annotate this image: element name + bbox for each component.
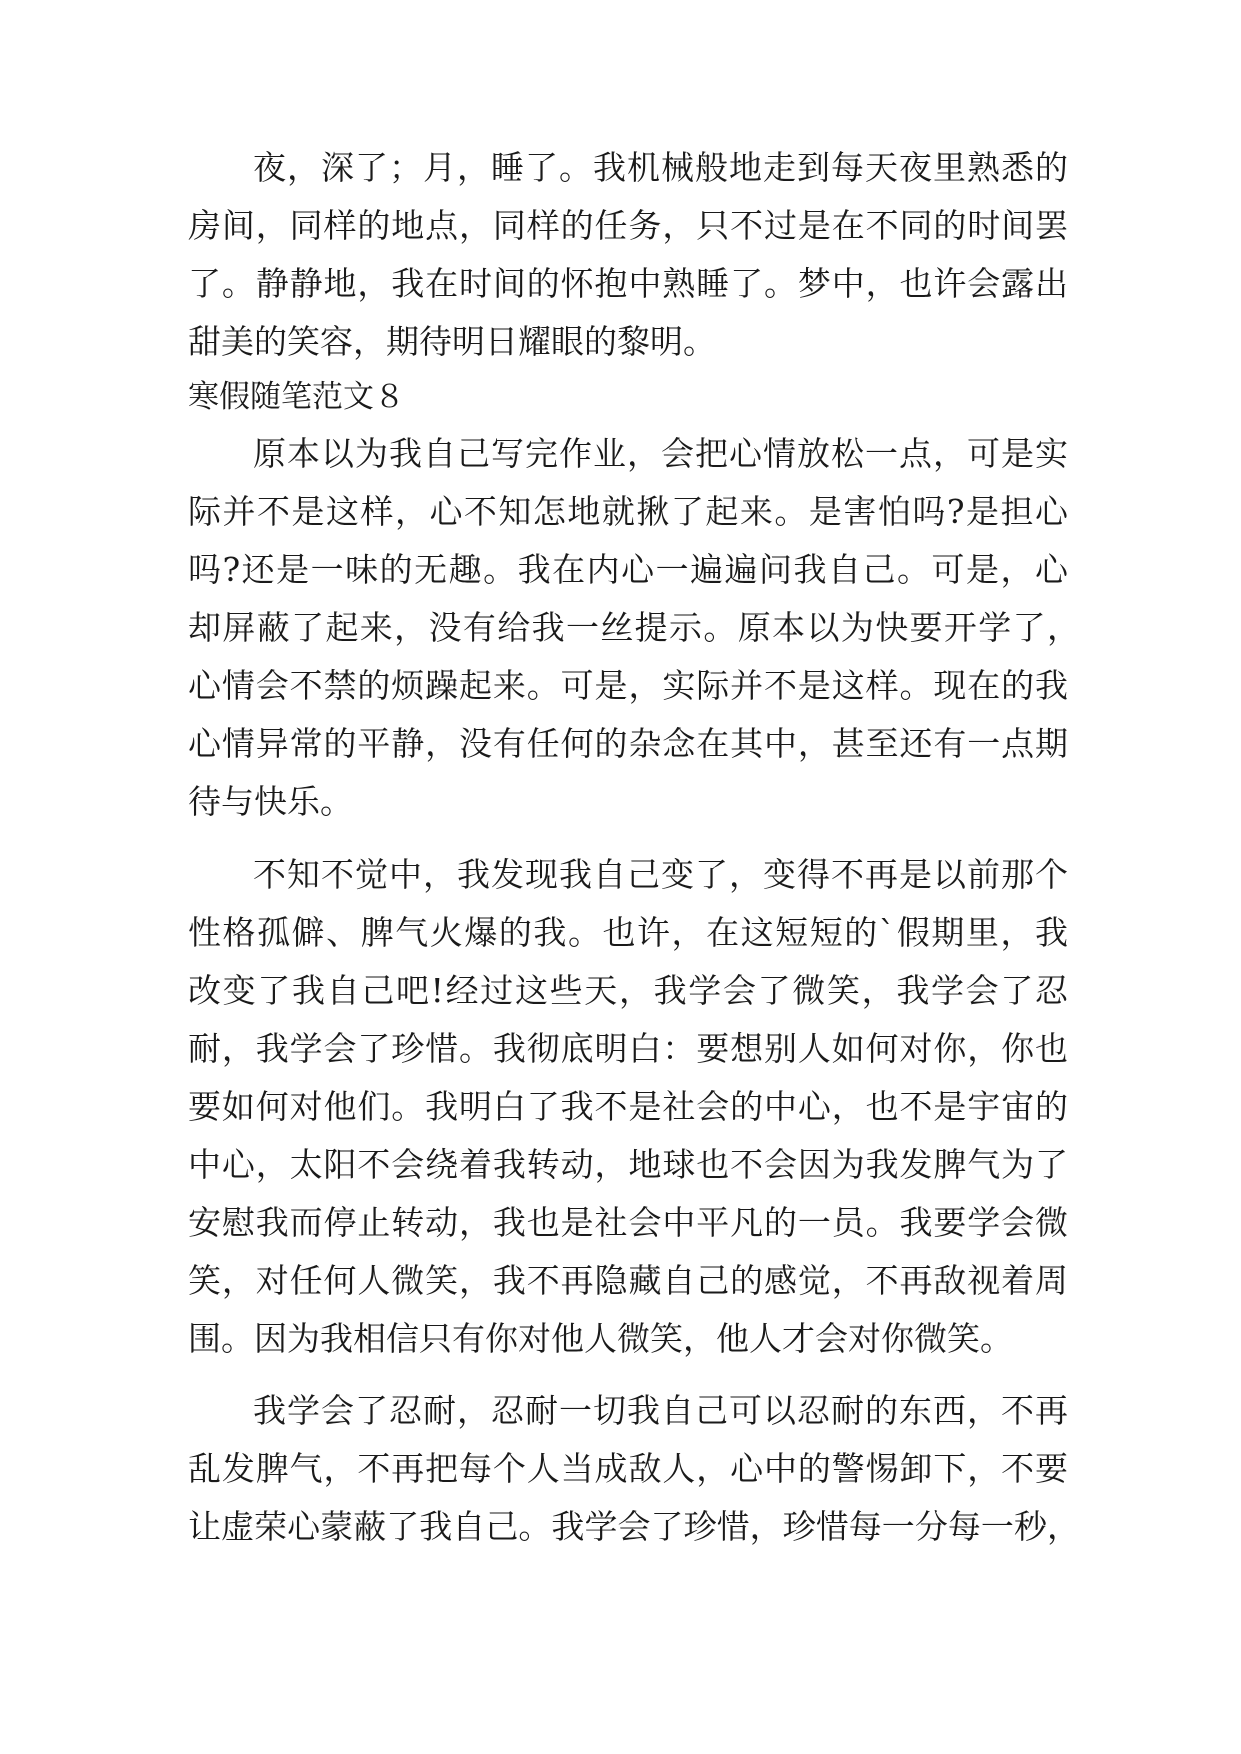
paragraph-3-line-1: 不知不觉中，我发现我自己变了，变得不再是以前那个 <box>253 855 1068 894</box>
paragraph-1-line-1: 夜，深了；月，睡了。我机械般地走到每天夜里熟悉的 <box>253 148 1068 187</box>
paragraph-2-line-6: 心情异常的平静，没有任何的杂念在其中，甚至还有一点期 <box>188 724 1068 763</box>
paragraph-3-line-7: 安慰我而停止转动，我也是社会中平凡的一员。我要学会微 <box>188 1203 1068 1242</box>
paragraph-3-line-2: 性格孤僻、脾气火爆的我。也许，在这短短的`假期里，我 <box>188 913 1068 952</box>
section-heading: 寒假随笔范文８ <box>188 379 405 415</box>
paragraph-4-line-1: 我学会了忍耐，忍耐一切我自己可以忍耐的东西，不再 <box>253 1391 1068 1430</box>
paragraph-3-line-3: 改变了我自己吧!经过这些天，我学会了微笑，我学会了忍 <box>188 971 1068 1010</box>
paragraph-1-line-3: 了。静静地，我在时间的怀抱中熟睡了。梦中，也许会露出 <box>188 264 1068 303</box>
paragraph-1-line-2: 房间，同样的地点，同样的任务，只不过是在不同的时间罢 <box>188 206 1068 245</box>
paragraph-1-line-4: 甜美的笑容，期待明日耀眼的黎明。 <box>188 322 716 361</box>
paragraph-3-line-4: 耐，我学会了珍惜。我彻底明白：要想别人如何对你，你也 <box>188 1029 1068 1068</box>
paragraph-2-line-2: 际并不是这样，心不知怎地就揪了起来。是害怕吗?是担心 <box>188 492 1068 531</box>
paragraph-2-line-3: 吗?还是一味的无趣。我在内心一遍遍问我自己。可是，心 <box>188 550 1068 589</box>
paragraph-4-line-3: 让虚荣心蒙蔽了我自己。我学会了珍惜，珍惜每一分每一秒， <box>188 1507 1080 1546</box>
paragraph-3-line-5: 要如何对他们。我明白了我不是社会的中心，也不是宇宙的 <box>188 1087 1068 1126</box>
paragraph-3-line-6: 中心，太阳不会绕着我转动，地球也不会因为我发脾气为了 <box>188 1145 1068 1184</box>
paragraph-2-line-5: 心情会不禁的烦躁起来。可是，实际并不是这样。现在的我 <box>188 666 1068 705</box>
paragraph-2-line-7: 待与快乐。 <box>188 782 353 821</box>
paragraph-3-line-8: 笑，对任何人微笑，我不再隐藏自己的感觉，不再敌视着周 <box>188 1261 1068 1300</box>
paragraph-3-line-9: 围。因为我相信只有你对他人微笑，他人才会对你微笑。 <box>188 1319 1013 1358</box>
paragraph-2-line-1: 原本以为我自己写完作业，会把心情放松一点，可是实 <box>253 434 1068 473</box>
paragraph-4-line-2: 乱发脾气，不再把每个人当成敌人，心中的警惕卸下，不要 <box>188 1449 1068 1488</box>
paragraph-2-line-4: 却屏蔽了起来，没有给我一丝提示。原本以为快要开学了， <box>188 608 1080 647</box>
